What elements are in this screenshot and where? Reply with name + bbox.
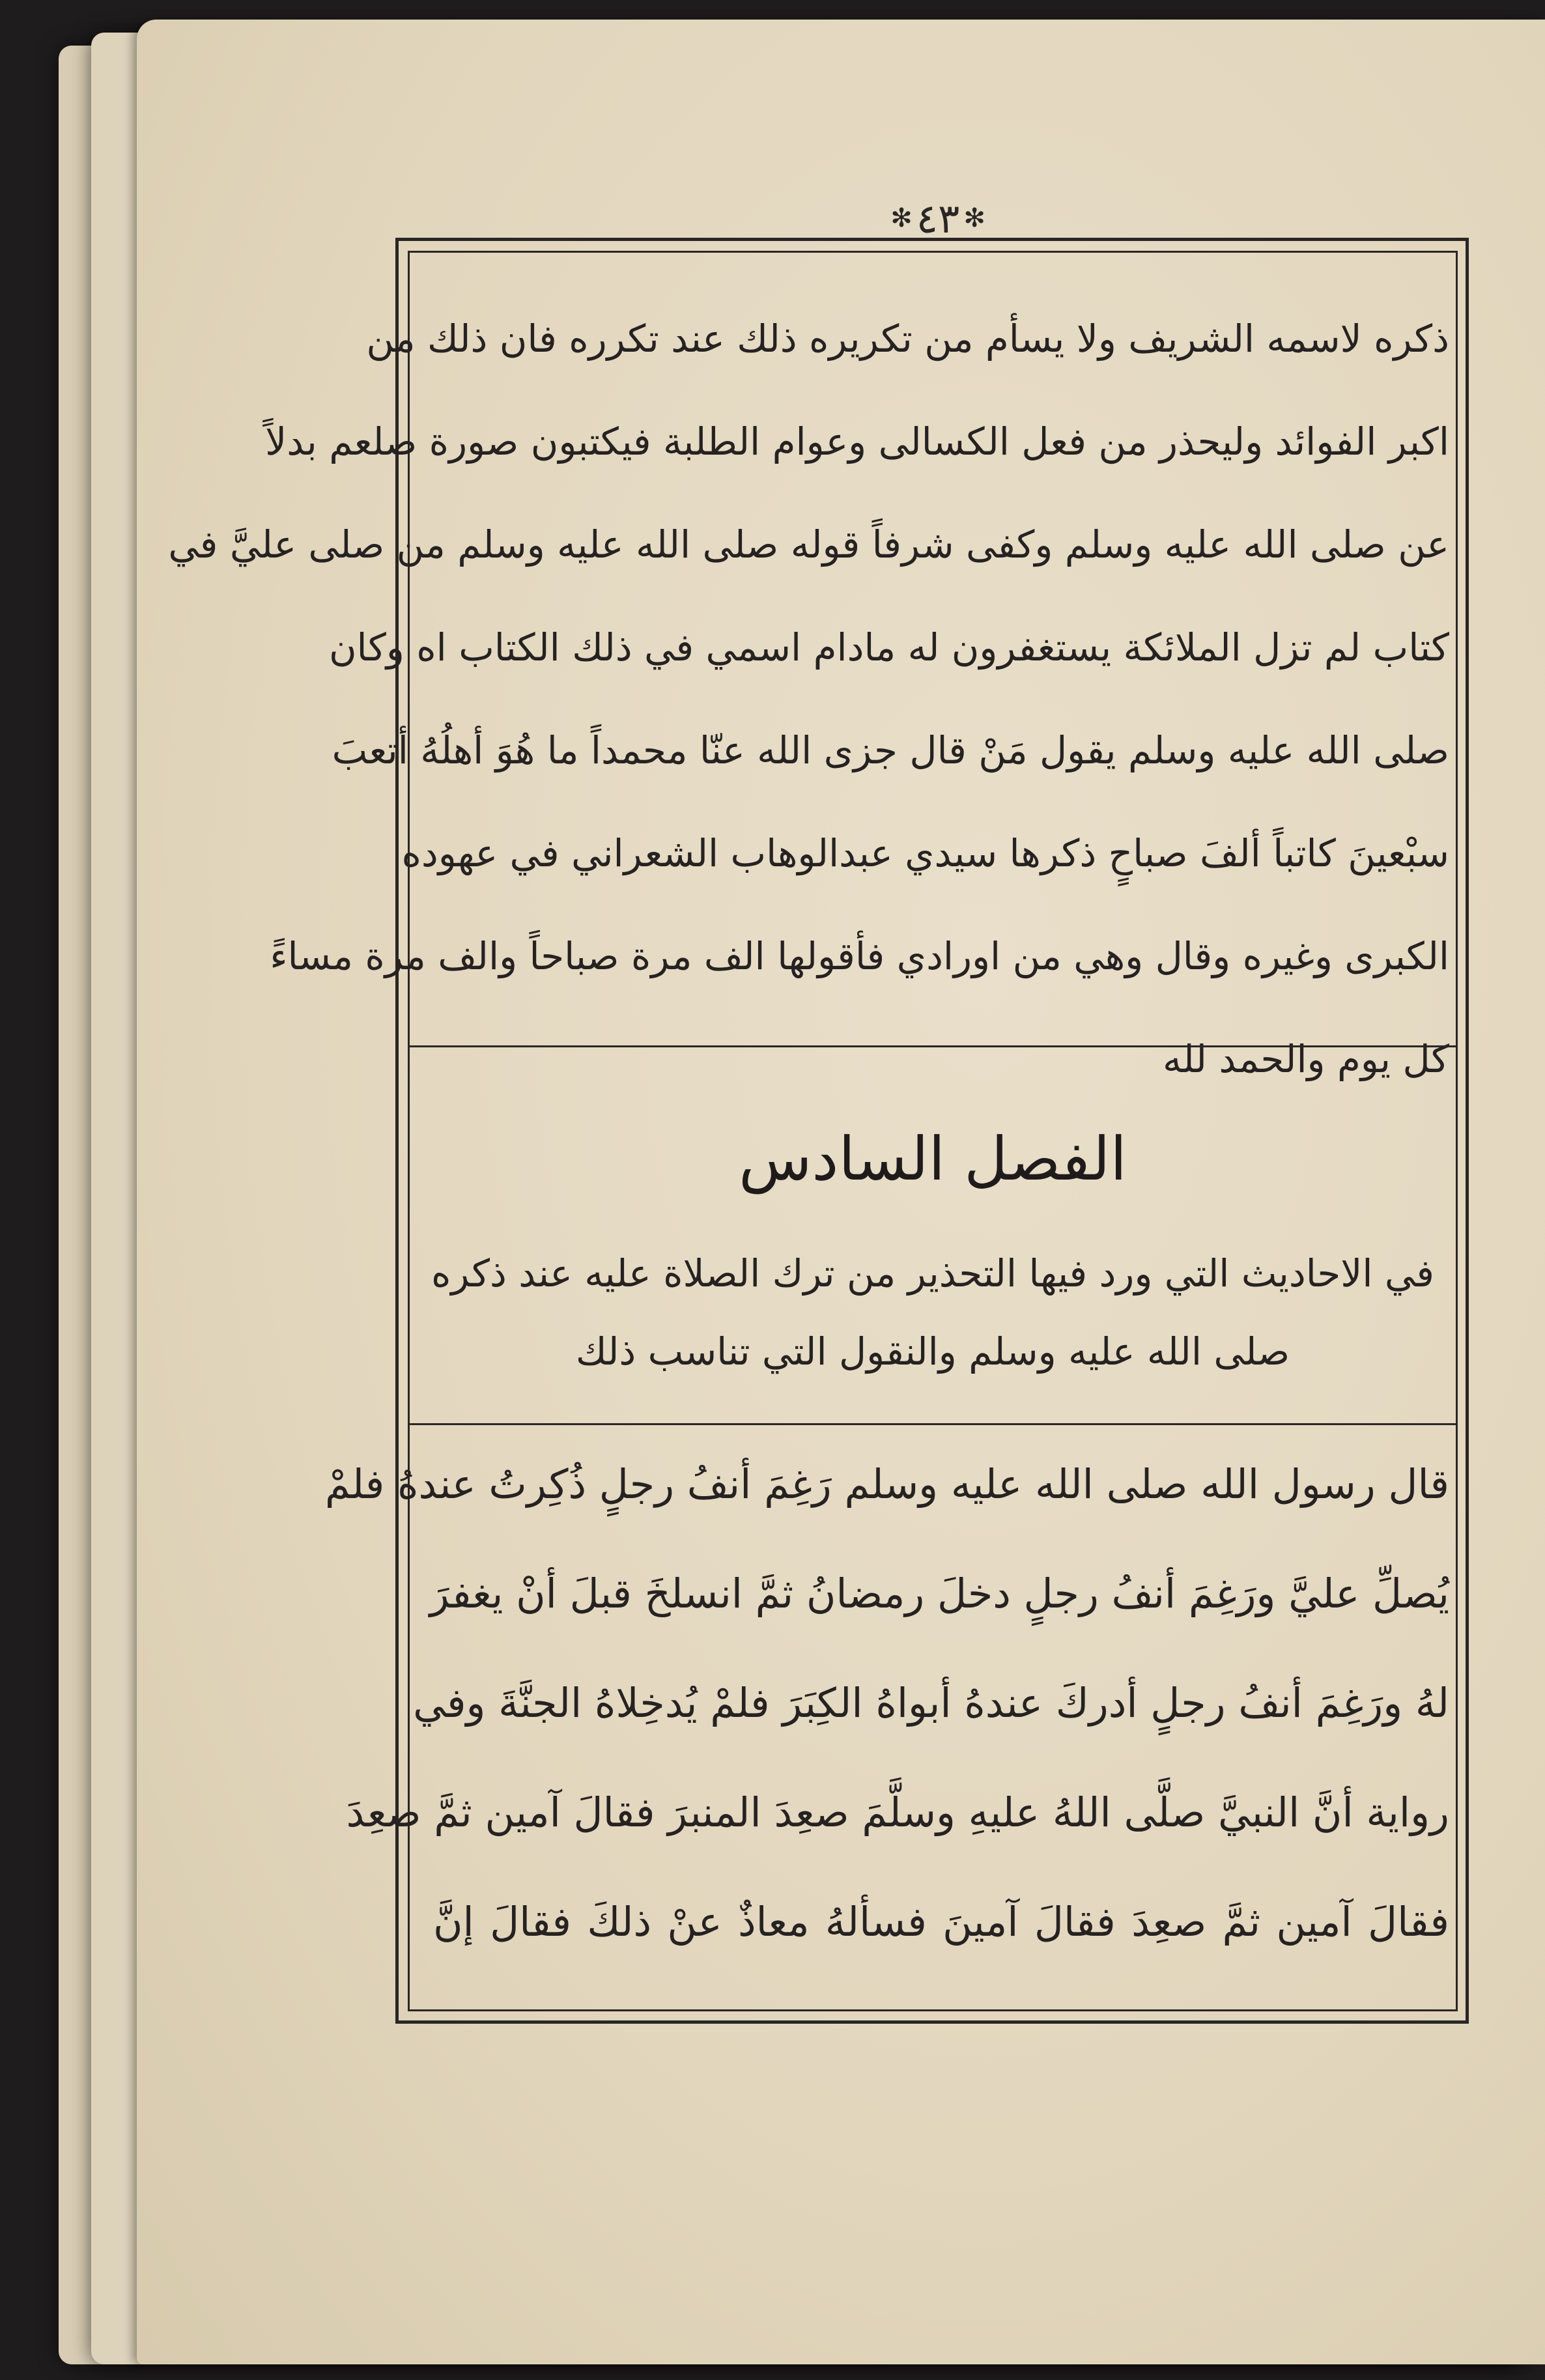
text-line: عن صلى الله عليه وسلم وكفى شرفاً قوله صلى الله عليه وسلم من صلى عليَّ في [168,522,1449,567]
text-line: كتاب لم تزل الملائكة يستغفرون له مادام اسمي في ذلك الكتاب اه وكان [328,625,1449,670]
text-line: صلى الله عليه وسلم يقول مَنْ قال جزى الله عنّا محمداً ما هُوَ أهلُهُ أتعبَ [332,728,1449,772]
text-line: قال رسول الله صلى الله عليه وسلم رَغِمَ أنفُ رجلٍ ذُكِرتُ عندهُ فلمْ [324,1460,1449,1508]
text-line: سبْعينَ كاتباً ألفَ صباحٍ ذكرها سيدي عبدالوهاب الشعراني في عهوده [401,831,1449,875]
text-line: لهُ ورَغِمَ أنفُ رجلٍ أدركَ عندهُ أبواهُ الكِبَرَ فلمْ يُدخِلاهُ الجنَّةَ وفي [413,1679,1449,1727]
page-number-text: ٤٣ [916,194,960,242]
star-ornament-icon: ✻ [963,203,985,233]
text-line: يُصلِّ عليَّ ورَغِمَ أنفُ رجلٍ دخلَ رمضانُ ثمَّ انسلخَ قبلَ أنْ يغفرَ [429,1570,1449,1617]
text-line: كل يوم والحمد لله [1162,1037,1449,1081]
text-line: ذكره لاسمه الشريف ولا يسأم من تكريره ذلك عند تكرره فان ذلك من [366,317,1449,361]
section-divider [408,1423,1458,1425]
section-divider [408,1045,1458,1047]
chapter-subtitle-line: صلى الله عليه وسلم والنقول التي تناسب ذلك [575,1329,1290,1374]
text-line: رواية أنَّ النبيَّ صلَّى اللهُ عليهِ وسلَّمَ صعِدَ المنبرَ فقالَ آمين ثمَّ صعِدَ [346,1789,1449,1836]
star-ornament-icon: ✻ [890,203,913,233]
text-line: اكبر الفوائد وليحذر من فعل الكسالى وعوام الطلبة فيكتبون صورة صلعم بدلاً [265,419,1449,464]
chapter-title: الفصل السادس [739,1124,1127,1194]
text-line: فقالَ آمين ثمَّ صعِدَ فقالَ آمينَ فسألهُ معاذٌ عنْ ذلكَ فقالَ إنَّ [433,1898,1449,1946]
page-number [879,192,997,244]
text-line: الكبرى وغيره وقال وهي من اورادي فأقولها الف مرة صباحاً والف مرة مساءً [270,934,1449,978]
chapter-subtitle-line: في الاحاديث التي ورد فيها التحذير من ترك الصلاة عليه عند ذكره [431,1251,1434,1296]
